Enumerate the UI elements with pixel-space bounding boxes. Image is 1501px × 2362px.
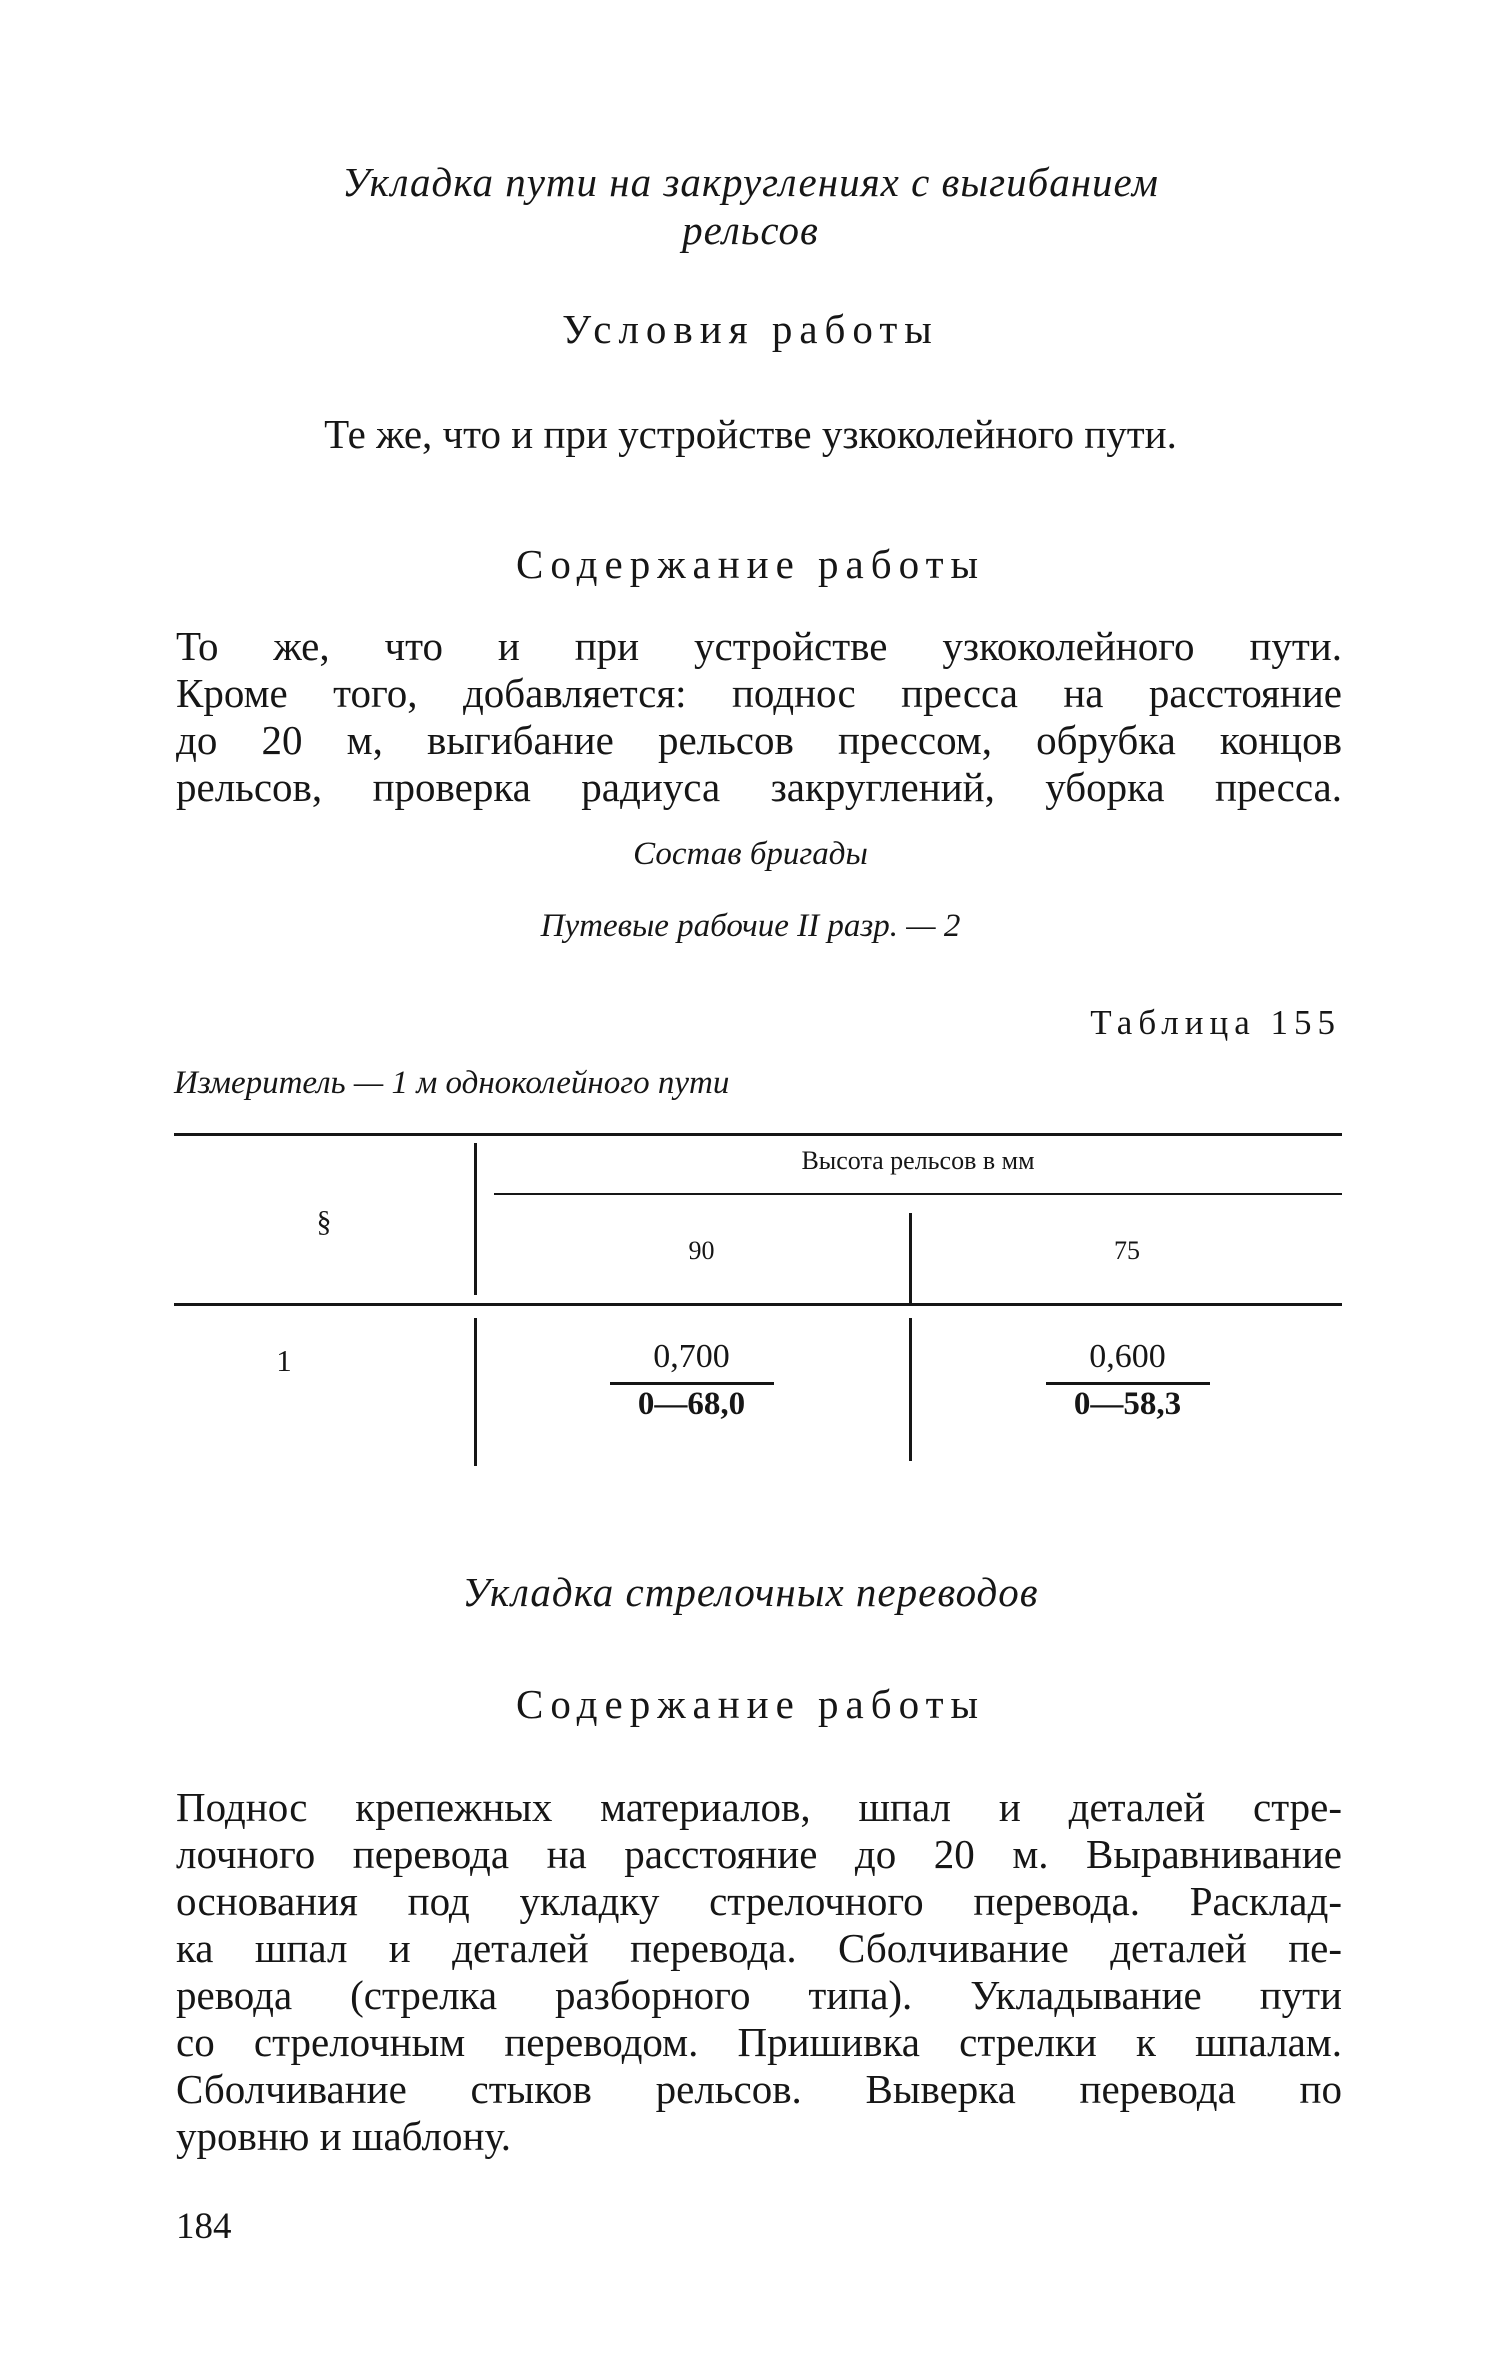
content-line-3: до 20 м, выгибание рельсов прессом, обрубка концов (176, 717, 1342, 763)
table-vline-1 (474, 1143, 477, 1295)
section2-line-7: Сболчивание стыков рельсов. Выверка перевода по (176, 2066, 1342, 2112)
v75-numerator: 0,600 (1089, 1338, 1166, 1375)
crew-text: Путевые рабочие II разр. — 2 (540, 908, 961, 944)
col-group-header: Высота рельсов в мм (801, 1146, 1035, 1175)
section2-line-5: ревода (стрелка разборного типа). Укладывание пути (176, 1972, 1342, 2018)
table-header-rule (174, 1303, 1342, 1306)
col-75-header: 75 (1114, 1236, 1140, 1265)
content-line-4: рельсов, проверка радиуса закруглений, уборка пресса. (176, 764, 1342, 810)
col-90-header: 90 (688, 1236, 715, 1265)
content-line-2: Кроме того, добавляется: поднос пресса на расстояние (176, 670, 1342, 716)
content-heading: Содержание работы (515, 541, 986, 587)
v90-denominator: 0—68,0 (637, 1386, 746, 1422)
table-vline-3 (474, 1318, 477, 1466)
col-section-header: § (316, 1205, 332, 1238)
section2-line-6: со стрелочным переводом. Пришивка стрелки к шпалам. (176, 2019, 1342, 2065)
v90-fraction-bar (610, 1382, 774, 1385)
v75-fraction-bar (1046, 1382, 1210, 1385)
conditions-text: Те же, что и при устройстве узкоколейного пути. (324, 411, 1177, 457)
table-label: Таблица 155 (1090, 1003, 1341, 1042)
crew-heading: Состав бригады (633, 836, 868, 872)
row-section-cell: 1 (276, 1343, 292, 1378)
section2-line-4: ка шпал и деталей перевода. Сболчивание деталей пе- (176, 1925, 1342, 1971)
section2-content-heading: Содержание работы (515, 1681, 986, 1727)
table-unit: Измеритель — 1 м одноколейного пути (174, 1065, 730, 1101)
v75-denominator: 0—58,3 (1073, 1386, 1182, 1422)
section2-line-8: уровню и шаблону. (176, 2113, 512, 2159)
content-line-1: То же, что и при устройстве узкоколейного пути. (176, 623, 1342, 669)
section2-title: Укладка стрелочных переводов (462, 1569, 1039, 1615)
v90-numerator: 0,700 (653, 1338, 730, 1375)
section2-line-2: лочного перевода на расстояние до 20 м. Выравнивание (176, 1831, 1342, 1877)
section2-line-3: основания под укладку стрелочного перевода. Расклад- (176, 1878, 1342, 1924)
section2-line-1: Поднос крепежных материалов, шпал и деталей стре- (176, 1784, 1342, 1830)
conditions-heading: Условия работы (562, 306, 939, 352)
section-title-line2: рельсов (682, 207, 819, 253)
page-number: 184 (176, 2206, 232, 2247)
section-title-line1: Укладка пути на закруглениях с выгибанием (342, 159, 1159, 205)
table-top-rule (174, 1133, 1342, 1136)
table-vline-4 (909, 1318, 912, 1461)
table-group-rule (494, 1193, 1342, 1195)
